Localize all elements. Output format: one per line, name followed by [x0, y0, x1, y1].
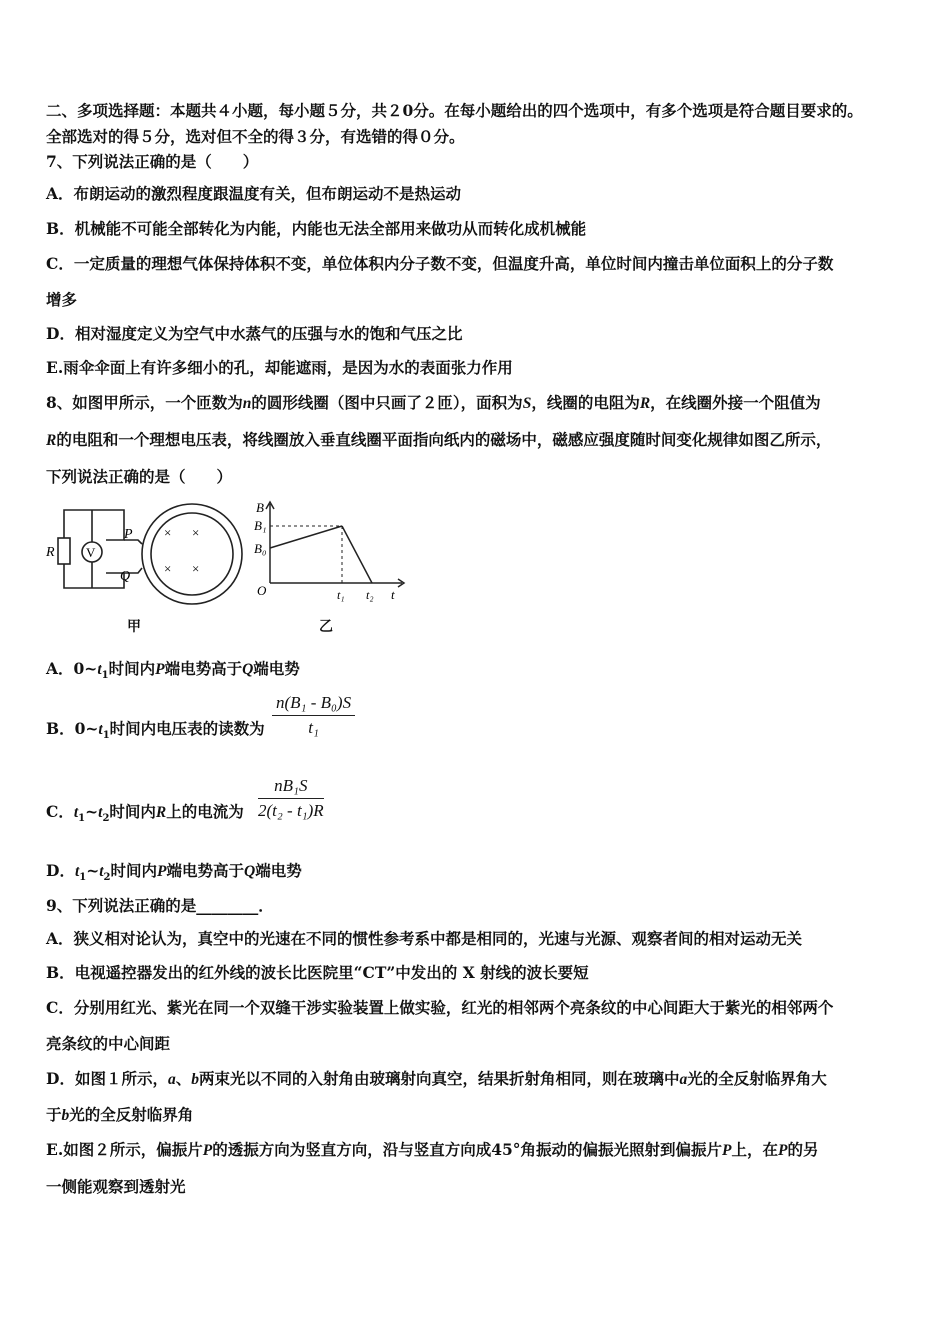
q9-option-a: A．狭义相对论认为，真空中的光速在不同的惯性参考系中都是相同的，光速与光源、观察者间的相对运动无关 [46, 929, 803, 948]
graph-b-axis-label: B [256, 500, 264, 515]
graph-origin-label: O [257, 583, 267, 598]
q9-option-e-line2: 一侧能观察到透射光 [46, 1177, 186, 1196]
q8-option-c-denominator: 2(t₂ - t₁)R [258, 801, 324, 820]
q9-option-d-line1: D．如图１所示，a、b两束光以不同的入射角由玻璃射向真空，结果折射角相同，则在玻璃中a光的全反射临界角大 [46, 1069, 827, 1088]
q7-option-d: D．相对湿度定义为空气中水蒸气的压强与水的饱和气压之比 [46, 324, 463, 343]
q9-option-e-line1: E.如图２所示，偏振片P的透振方向为竖直方向，沿与竖直方向成45°角振动的偏振光照射到偏振片P上，在P的另 [46, 1140, 819, 1159]
q8-option-d: D．$t_1\sim t_2$时间内P端电势高于Q端电势 [46, 861, 302, 884]
figure-jia-v-label: V [86, 545, 96, 560]
figure-jia-q-label: Q [120, 569, 131, 584]
figure-jia-cross-2: × [192, 525, 200, 540]
figure-jia-cross-4: × [192, 561, 200, 576]
graph-t1-label: t₁ [337, 588, 345, 602]
q8-stem-line2: R的电阻和一个理想电压表，将线圈放入垂直线圈平面指向纸内的磁场中，磁感应强度随时间变化规律如图乙所示， [46, 430, 832, 449]
q7-option-e: E.雨伞伞面上有许多细小的孔，却能遮雨，是因为水的表面张力作用 [46, 358, 513, 377]
graph-segment-fall [342, 526, 372, 583]
q9-option-d-line2: 于b光的全反射临界角 [46, 1105, 194, 1124]
q7-stem: 7、下列说法正确的是（ ） [46, 152, 259, 171]
q8-stem-line1: 8、如图甲所示，一个匝数为n的圆形线圈（图中只画了２匝），面积为S，线圈的电阻为R，在线圈外接一个阻值为 [46, 393, 821, 412]
q8-option-c: C．$t_1\sim t_2$时间内R上的电流为 [46, 802, 244, 825]
graph-segment-rise [270, 526, 342, 548]
q8-option-b-numerator: n(B₁ - B₀)S [272, 693, 355, 716]
figure-jia-p-label: P [124, 527, 133, 542]
figure-jia-label: 甲 [127, 619, 141, 635]
graph-b0-label: B₀ [254, 541, 267, 556]
q7-option-b: B．机械能不可能全部转化为内能，内能也无法全部用来做功从而转化成机械能 [46, 219, 587, 238]
q9-option-b: B．电视遥控器发出的红外线的波长比医院里“CT”中发出的 X 射线的波长要短 [46, 963, 589, 982]
q8-option-c-numerator: nB₁S [258, 776, 324, 799]
q8-stem-line3: 下列说法正确的是（ ） [46, 467, 233, 486]
q7-option-c-line2: 增多 [46, 290, 78, 309]
q8-option-b-denominator: t₁ [308, 718, 319, 737]
q8-option-b: B．$0\sim t_1$时间内电压表的读数为 [46, 719, 265, 742]
graph-t2-label: t₂ [366, 588, 374, 602]
q9-option-c-line2: 亮条纹的中心间距 [46, 1034, 171, 1053]
q8-option-c-fraction [258, 776, 324, 821]
q7-option-a: A．布朗运动的激烈程度跟温度有关，但布朗运动不是热运动 [46, 184, 462, 203]
figure-jia-r-label: R [46, 545, 55, 560]
q9-option-c-line1: C．分别用红光、紫光在同一个双缝干涉实验装置上做实验，红光的相邻两个亮条纹的中心间距大于紫光的相邻两个 [46, 998, 834, 1017]
graph-b1-label: B₁ [254, 518, 267, 533]
q7-option-c-line1: C．一定质量的理想气体保持体积不变，单位体积内分子数不变，但温度升高，单位时间内撞击单位面积上的分子数 [46, 254, 834, 273]
q8-option-b-fraction [272, 693, 355, 738]
q8-option-a: A．$0\sim t_1$时间内P端电势高于Q端电势 [46, 659, 300, 682]
graph-t-axis-label: t [391, 587, 395, 602]
section-header-line1: 二、多项选择题：本题共４小题，每小题５分，共２0分。在每小题给出的四个选项中，有多个选项是符合题目要求的。 [46, 101, 863, 120]
figure-yi-label: 乙 [319, 619, 333, 635]
figure-jia-circuit [42, 498, 252, 608]
q9-stem: 9、下列说法正确的是________． [46, 896, 274, 915]
figure-jia-cross-3: × [164, 561, 172, 576]
figure-jia-cross-1: × [164, 525, 172, 540]
section-header-line2: 全部选对的得５分，选对但不全的得３分，有选错的得０分。 [46, 127, 465, 146]
figure-yi-graph [252, 498, 412, 608]
